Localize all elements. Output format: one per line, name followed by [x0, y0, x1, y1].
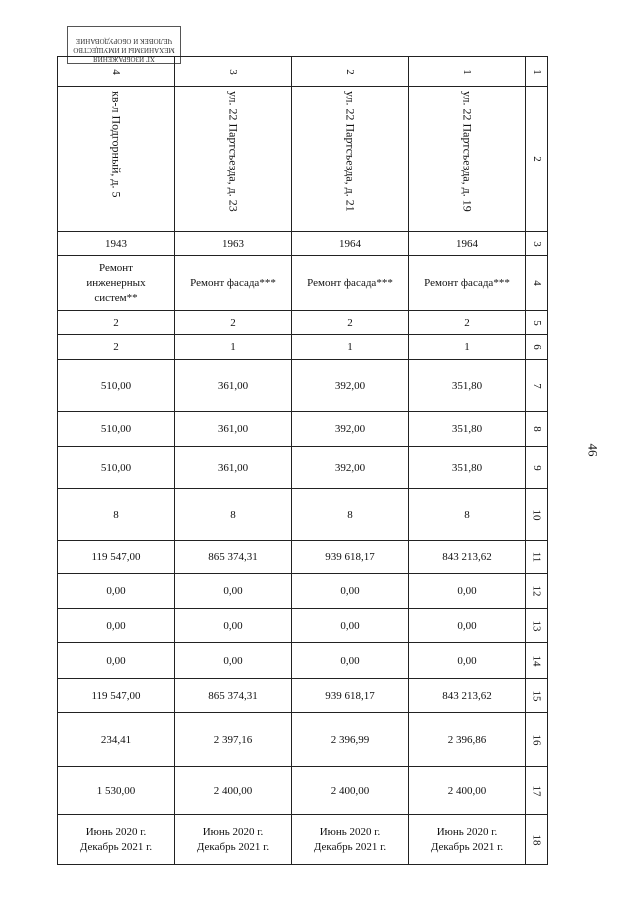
end-date: Декабрь 2021 г.	[196, 840, 270, 853]
work-type-cell	[58, 256, 175, 311]
end-date: Декабрь 2021 г.	[79, 840, 153, 853]
table-row	[58, 541, 548, 574]
table-row	[58, 489, 548, 541]
table-row	[58, 335, 548, 360]
year-cell: 1963	[175, 232, 292, 256]
table-cell: 0,00	[58, 643, 175, 679]
table-cell: 0,00	[409, 609, 526, 643]
table-cell: 0,00	[58, 609, 175, 643]
table-row	[58, 447, 548, 489]
row-number: 15	[526, 679, 548, 713]
address-cell: ул. 22 Партсъезда, д. 23	[175, 87, 292, 232]
table-cell: 510,00	[58, 412, 175, 447]
table-cell: 0,00	[292, 574, 409, 609]
start-date: Июнь 2020 г.	[85, 825, 147, 838]
column-number: 2	[292, 57, 409, 87]
table-cell: 2 396,99	[292, 713, 409, 767]
table-cell: 0,00	[409, 574, 526, 609]
start-date: Июнь 2020 г.	[202, 825, 264, 838]
table-cell: 0,00	[292, 643, 409, 679]
table-cell: 843 213,62	[409, 541, 526, 574]
row-number: 3	[526, 232, 548, 256]
table-cell: 939 618,17	[292, 541, 409, 574]
table-row	[58, 679, 548, 713]
table-row	[58, 256, 548, 311]
page-number: 46	[585, 443, 601, 457]
table-row	[58, 574, 548, 609]
start-date: Июнь 2020 г.	[319, 825, 381, 838]
table-cell: 8	[58, 489, 175, 541]
year-cell: 1943	[58, 232, 175, 256]
table-row	[58, 713, 548, 767]
row-number: 13	[526, 609, 548, 643]
table-row	[58, 232, 548, 256]
row-number: 14	[526, 643, 548, 679]
table-cell: 0,00	[175, 609, 292, 643]
column-number: 1	[409, 57, 526, 87]
table-cell: 2	[409, 311, 526, 335]
row-number: 2	[526, 87, 548, 232]
table-cell: 119 547,00	[58, 679, 175, 713]
table-row	[58, 57, 548, 87]
address-cell: ул. 22 Партсъезда, д. 19	[409, 87, 526, 232]
period-cell	[175, 815, 292, 865]
table-cell: 865 374,31	[175, 679, 292, 713]
row-number: 6	[526, 335, 548, 360]
work-type-cell	[292, 256, 409, 311]
table-cell: 361,00	[175, 447, 292, 489]
table-cell: 8	[175, 489, 292, 541]
table-cell: 2 400,00	[292, 767, 409, 815]
work-type-line: Ремонт	[98, 261, 133, 274]
table-cell: 1 530,00	[58, 767, 175, 815]
table-cell: 865 374,31	[175, 541, 292, 574]
table-cell: 510,00	[58, 447, 175, 489]
row-number: 10	[526, 489, 548, 541]
work-type-cell	[175, 256, 292, 311]
start-date: Июнь 2020 г.	[436, 825, 498, 838]
table-cell: 2	[58, 311, 175, 335]
table-cell: 392,00	[292, 447, 409, 489]
table-cell: 2 397,16	[175, 713, 292, 767]
repair-schedule-table	[57, 56, 548, 865]
table-cell: 8	[292, 489, 409, 541]
work-type-cell	[409, 256, 526, 311]
year-cell: 1964	[409, 232, 526, 256]
row-number: 1	[526, 57, 548, 87]
table-cell: 392,00	[292, 412, 409, 447]
table-cell: 2 396,86	[409, 713, 526, 767]
table-row	[58, 815, 548, 865]
table-cell: 8	[409, 489, 526, 541]
stamp-line: ХГ ИЗОБРАЖЕНИЯ	[93, 55, 155, 63]
address-cell: ул. 22 Партсъезда, д. 21	[292, 87, 409, 232]
period-cell	[409, 815, 526, 865]
table-row	[58, 767, 548, 815]
table-cell: 119 547,00	[58, 541, 175, 574]
row-number: 4	[526, 256, 548, 311]
row-number: 18	[526, 815, 548, 865]
year-cell: 1964	[292, 232, 409, 256]
table-cell: 939 618,17	[292, 679, 409, 713]
table-cell: 0,00	[409, 643, 526, 679]
table-cell: 351,80	[409, 360, 526, 412]
period-cell	[292, 815, 409, 865]
table-cell: 392,00	[292, 360, 409, 412]
table-cell: 361,00	[175, 360, 292, 412]
table-cell: 0,00	[175, 574, 292, 609]
row-number: 12	[526, 574, 548, 609]
table-cell: 1	[175, 335, 292, 360]
work-type-line: Ремонт фасада***	[307, 276, 393, 289]
table-cell: 2	[292, 311, 409, 335]
row-number: 5	[526, 311, 548, 335]
table-cell: 2 400,00	[409, 767, 526, 815]
work-type-line: Ремонт фасада***	[424, 276, 510, 289]
table-cell: 0,00	[58, 574, 175, 609]
table-row	[58, 87, 548, 232]
period-cell	[58, 815, 175, 865]
table-row	[58, 643, 548, 679]
table-cell: 234,41	[58, 713, 175, 767]
table-row	[58, 609, 548, 643]
end-date: Декабрь 2021 г.	[313, 840, 387, 853]
row-number: 8	[526, 412, 548, 447]
table-row	[58, 311, 548, 335]
stamp-line: ЧЕЛОВЕК И ОБОРУДОВАНИЕ	[75, 37, 173, 45]
end-date: Декабрь 2021 г.	[430, 840, 504, 853]
address-cell: кв-л Подгорный, д. 5	[58, 87, 175, 232]
table-cell: 2	[175, 311, 292, 335]
table-cell: 1	[292, 335, 409, 360]
table-cell: 2 400,00	[175, 767, 292, 815]
table-cell: 843 213,62	[409, 679, 526, 713]
column-number: 4	[58, 57, 175, 87]
table-cell: 2	[58, 335, 175, 360]
column-number: 3	[175, 57, 292, 87]
table-cell: 510,00	[58, 360, 175, 412]
table-row	[58, 360, 548, 412]
table-cell: 1	[409, 335, 526, 360]
work-type-line: систем**	[94, 291, 138, 304]
work-type-line: Ремонт фасада***	[190, 276, 276, 289]
row-number: 9	[526, 447, 548, 489]
row-number: 16	[526, 713, 548, 767]
table-cell: 0,00	[292, 609, 409, 643]
table-cell: 0,00	[175, 643, 292, 679]
work-type-line: инженерных	[86, 276, 146, 289]
row-number: 17	[526, 767, 548, 815]
row-number: 7	[526, 360, 548, 412]
table-cell: 351,80	[409, 412, 526, 447]
row-number: 11	[526, 541, 548, 574]
stamp-line: МЕХАНИЗМЫ И ИМУЩЕСТВО	[73, 46, 175, 54]
table-cell: 351,80	[409, 447, 526, 489]
table-cell: 361,00	[175, 412, 292, 447]
table-row	[58, 412, 548, 447]
